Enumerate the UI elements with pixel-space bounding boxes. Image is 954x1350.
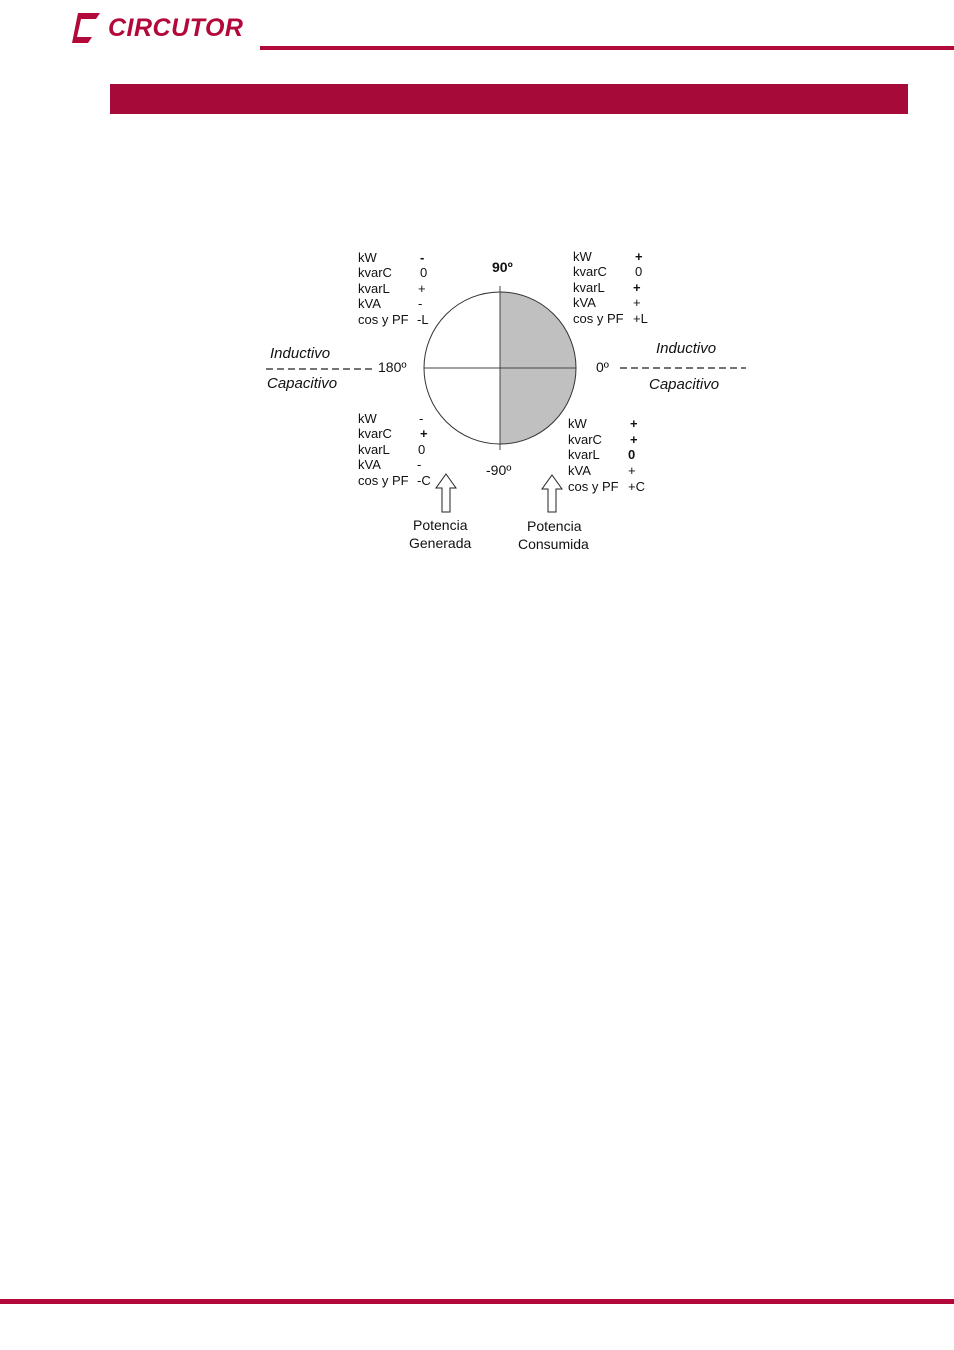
table-value: +L <box>633 311 648 326</box>
table-label: kVA <box>568 463 591 478</box>
table-value: + <box>630 416 638 431</box>
angle-180-label: 180º <box>378 359 407 375</box>
table-label: kvarL <box>568 447 600 462</box>
table-value: - <box>418 296 423 311</box>
quadrant-table-bottom-right <box>568 416 645 494</box>
table-label: kW <box>568 416 587 431</box>
angle-0-label: 0º <box>596 359 609 375</box>
angle-minus90-label: -90º <box>486 462 512 478</box>
table-label: cos y PF <box>358 473 409 488</box>
brand-name: CIRCUTOR <box>108 13 244 42</box>
footer-rule <box>0 1299 954 1304</box>
arrow-up-icon <box>436 474 456 512</box>
table-value: + <box>633 295 641 310</box>
table-label: kW <box>358 250 377 265</box>
arrow-up-icon <box>542 475 562 512</box>
table-label: kvarC <box>573 264 607 279</box>
consumed-power-label: Consumida <box>518 536 589 552</box>
table-value: + <box>420 426 428 441</box>
right-inductive-label: Inductivo <box>656 340 717 357</box>
table-value: 0 <box>420 265 428 280</box>
table-label: kvarC <box>358 426 392 441</box>
table-label: kvarC <box>568 432 602 447</box>
table-value: 0 <box>628 447 636 462</box>
table-value: + <box>635 249 643 264</box>
generated-power-label: Potencia <box>413 517 468 533</box>
right-capacitive-label: Capacitivo <box>649 376 720 393</box>
table-label: kVA <box>358 457 381 472</box>
table-value: - <box>420 250 425 265</box>
table-value: 0 <box>418 442 426 457</box>
table-value: 0 <box>635 264 643 279</box>
table-value: - <box>417 457 422 472</box>
quadrant-table-top-right <box>573 249 648 326</box>
table-value: + <box>633 280 641 295</box>
table-value: + <box>418 281 426 296</box>
table-label: kW <box>358 411 377 426</box>
table-label: kVA <box>573 295 596 310</box>
table-label: kW <box>573 249 592 264</box>
quadrant-table-top-left <box>358 250 429 327</box>
left-inductive-label: Inductivo <box>270 345 331 362</box>
table-label: cos y PF <box>573 311 624 326</box>
quadrant-table-bottom-left <box>358 411 431 488</box>
consumed-power-label: Potencia <box>527 518 582 534</box>
table-label: kvarL <box>358 442 390 457</box>
table-value: -L <box>417 312 429 327</box>
table-value: - <box>419 411 424 426</box>
left-capacitive-label: Capacitivo <box>267 375 338 392</box>
table-value: + <box>630 432 638 447</box>
table-value: +C <box>628 479 645 494</box>
table-value: + <box>628 463 636 478</box>
angle-90-label: 90º <box>492 259 513 275</box>
table-label: cos y PF <box>358 312 409 327</box>
table-label: cos y PF <box>568 479 619 494</box>
generated-power-label: Generada <box>409 535 472 551</box>
table-value: -C <box>417 473 431 488</box>
table-label: kVA <box>358 296 381 311</box>
table-label: kvarC <box>358 265 392 280</box>
table-label: kvarL <box>573 280 605 295</box>
table-label: kvarL <box>358 281 390 296</box>
